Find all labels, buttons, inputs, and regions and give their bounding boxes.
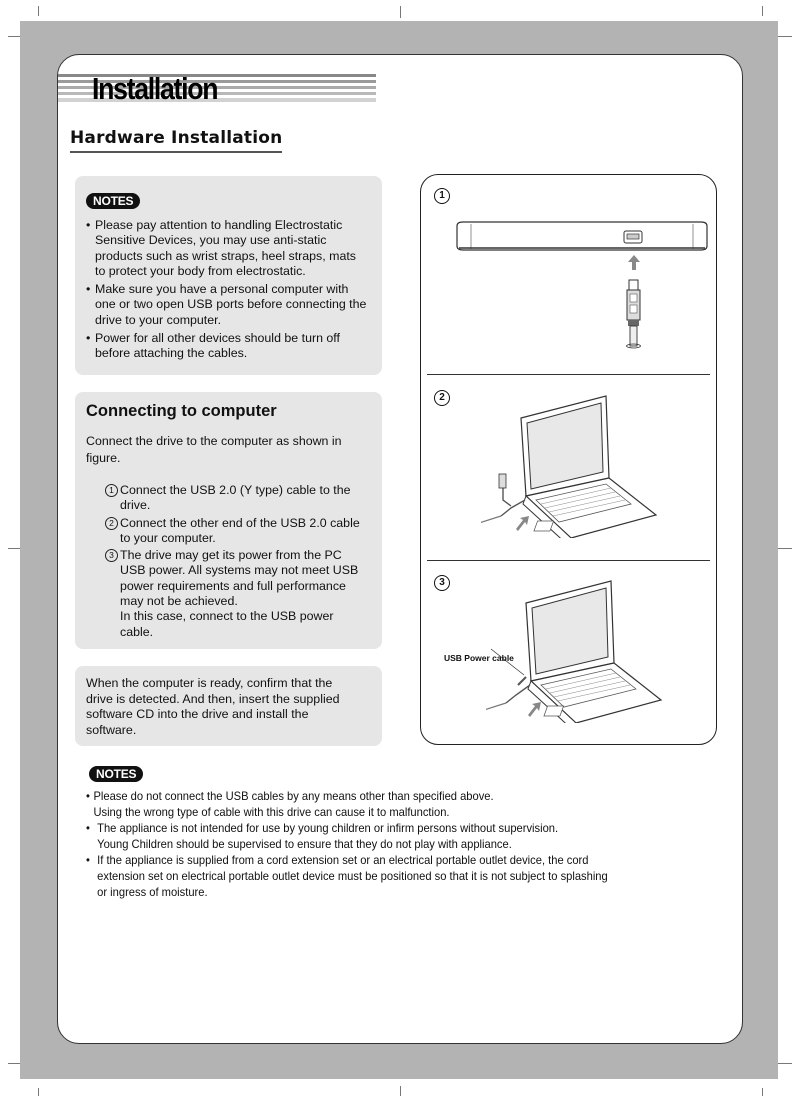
- section-subtitle: Hardware Installation: [70, 128, 282, 153]
- connecting-steps: [105, 483, 368, 640]
- crop-mark: [8, 1063, 20, 1064]
- crop-mark: [400, 6, 401, 18]
- note-item: • Power for all other devices should be turn off before attaching the cables.: [86, 331, 368, 362]
- crop-mark: [38, 1088, 39, 1096]
- laptop-illustration: [481, 388, 681, 538]
- note-item: • Please pay attention to handling Electrostatic Sensitive Devices, you may use anti-static products such as wrist straps, heel straps, mats to protect your body from electrostatic.: [86, 218, 368, 279]
- figure-number-icon: 3: [434, 575, 450, 591]
- crop-mark: [762, 6, 763, 16]
- step-text: Connect the USB 2.0 (Y type) cable to the drive.: [120, 483, 351, 513]
- bottom-note-item: • The appliance is not intended for use by young children or infirm persons without supervision. Young Children should be supervised to ensure that they do not play with appliance.: [86, 821, 559, 851]
- step-number-icon: 1: [105, 484, 118, 497]
- ready-text: When the computer is ready, confirm that the drive is detected. And then, insert the supplied software CD into the drive and install the software.: [86, 676, 340, 737]
- bullet-icon: •: [86, 853, 90, 867]
- notes-box: [75, 176, 382, 375]
- notes-badge-bottom: NOTES: [89, 766, 143, 782]
- bottom-note-item: • If the appliance is supplied from a cord extension set or an electrical portable outlet device, the cord extension set on electrical portable outlet device must be positioned so that it is not subject to splashing or ingress of moisture.: [86, 853, 608, 899]
- connecting-box: [75, 392, 382, 649]
- step-item: [105, 548, 368, 640]
- crop-mark: [778, 1063, 792, 1064]
- title-band: [58, 71, 376, 106]
- step-extra-text: In this case, connect to the USB power cable.: [120, 609, 334, 639]
- connecting-heading: Connecting to computer: [86, 402, 277, 420]
- notes-badge: NOTES: [86, 193, 140, 209]
- step-item: [105, 483, 368, 514]
- figure-divider: [427, 374, 710, 375]
- figure-divider: [427, 560, 710, 561]
- step-text: The drive may get its power from the PC USB power. All systems may not meet USB power requirements and full performance may not be achieved.: [120, 548, 359, 609]
- connecting-intro: Connect the drive to the computer as shown in figure.: [86, 434, 342, 465]
- usb-power-cable-label: USB Power cable: [444, 653, 514, 663]
- drive-illustration: [451, 220, 711, 350]
- page-title: Installation: [92, 71, 218, 106]
- crop-mark: [8, 36, 20, 37]
- bullet-icon: •: [86, 821, 90, 835]
- bullet-icon: •: [86, 789, 90, 803]
- laptop-power-cable-illustration: [486, 573, 686, 723]
- crop-mark: [778, 36, 792, 37]
- figure-number-icon: 2: [434, 390, 450, 406]
- crop-mark: [762, 1088, 763, 1096]
- crop-mark: [778, 548, 792, 549]
- step-number-icon: 3: [105, 549, 118, 562]
- step-text: Connect the other end of the USB 2.0 cable to your computer.: [120, 515, 360, 545]
- figure-number-icon: 1: [434, 188, 450, 204]
- figure-panel: [420, 174, 717, 745]
- bottom-note-item: • Please do not connect the USB cables by any means other than specified above. Using the wrong type of cable with this drive can cause it to malfunction.: [86, 789, 494, 819]
- notes-list: [86, 218, 368, 362]
- crop-mark: [38, 6, 39, 16]
- step-item: [105, 516, 368, 547]
- bottom-notes-list: [86, 788, 726, 900]
- crop-mark: [400, 1086, 401, 1096]
- note-item: • Make sure you have a personal computer with one or two open USB ports before connecting the drive to your computer.: [86, 282, 368, 328]
- step-number-icon: 2: [105, 517, 118, 530]
- crop-mark: [8, 548, 20, 549]
- ready-box: [75, 666, 382, 746]
